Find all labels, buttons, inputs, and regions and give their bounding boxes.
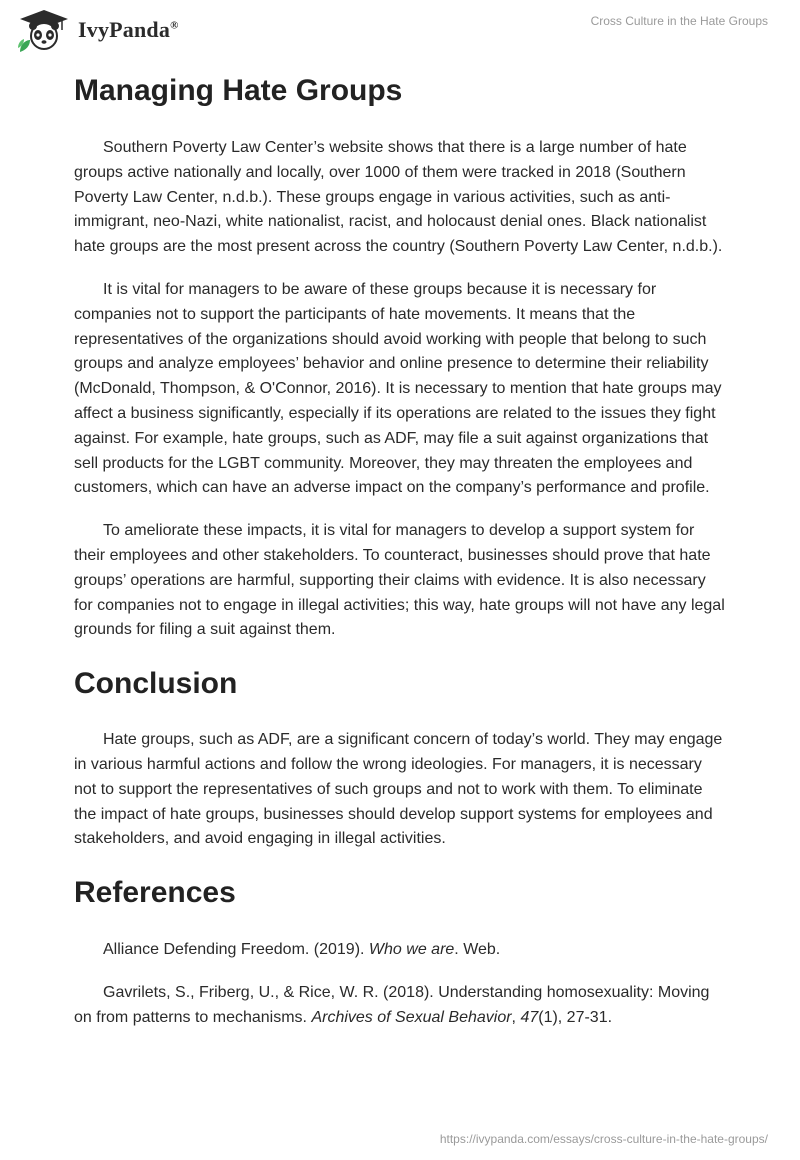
paragraph: Southern Poverty Law Center’s website shows that there is a large number of hate groups active nationally and locally, over 1000 of them were tracked in 2018 (Southern Poverty Law Center, n.d.b.). These groups engage in various activities, such as anti-immigrant, neo-Nazi, white nationalist, racist, and holocaust denial ones. Black nationalist hate groups are the most present across the country (Southern Poverty Law Center, n.d.b.). xyxy=(74,139,723,256)
paragraph: It is vital for managers to be aware of these groups because it is necessary for companies not to support the participants of hate movements. It means that the representatives of the organizations should avoid working with people that belong to such groups and analyze employees’ behavior and online presence to determine their reliability (McDonald, Thompson, & O'Connor, 2016). It is necessary to mention that hate groups may affect a business significantly, especially if its operations are related to the issues they fight against. For example, hate groups, such as ADF, may file a suit against organizations that sell products for the LGBT community. Moreover, they may threaten the employees and customers, which can have an adverse impact on the company’s performance and profile. xyxy=(74,280,722,497)
reference-entry: Gavrilets, S., Friberg, U., & Rice, W. R. (2018). Understanding homosexuality: Moving on from patterns to mechanisms. Archives of Sexual Behavior, 47(1), 27-31. xyxy=(74,983,710,1026)
reference-entry: Alliance Defending Freedom. (2019). Who we are. Web. xyxy=(103,941,501,959)
page-header xyxy=(0,0,800,60)
heading-conclusion: Conclusion xyxy=(74,667,238,701)
brand-name: IvyPanda® xyxy=(78,17,179,42)
paragraph: Hate groups, such as ADF, are a significant concern of today’s world. They may engage in various harmful actions and follow the wrong ideologies. For managers, it is necessary not to support the representatives of such groups and not to work with them. To eliminate the impact of hate groups, businesses should develop support systems for employees and stakeholders, and avoid engaging in illegal activities. xyxy=(74,731,723,848)
heading-references: References xyxy=(74,876,236,910)
essay-content xyxy=(74,70,726,1031)
heading-managing-hate-groups: Managing Hate Groups xyxy=(74,74,403,107)
paragraph: To ameliorate these impacts, it is vital for managers to develop a support system for their employees and other stakeholders. To counteract, businesses should prove that hate groups’ operations are harmful, supporting their claims with evidence. It is also necessary for companies not to engage in illegal activities; this way, hate groups will not have any legal grounds for filing a suit against them. xyxy=(74,522,725,639)
panda-logo-icon xyxy=(16,8,72,52)
ivypanda-logo[interactable] xyxy=(16,8,179,52)
source-url[interactable]: https://ivypanda.com/essays/cross-culture-in-the-hate-groups/ xyxy=(439,1132,768,1146)
running-title: Cross Culture in the Hate Groups xyxy=(590,14,768,28)
